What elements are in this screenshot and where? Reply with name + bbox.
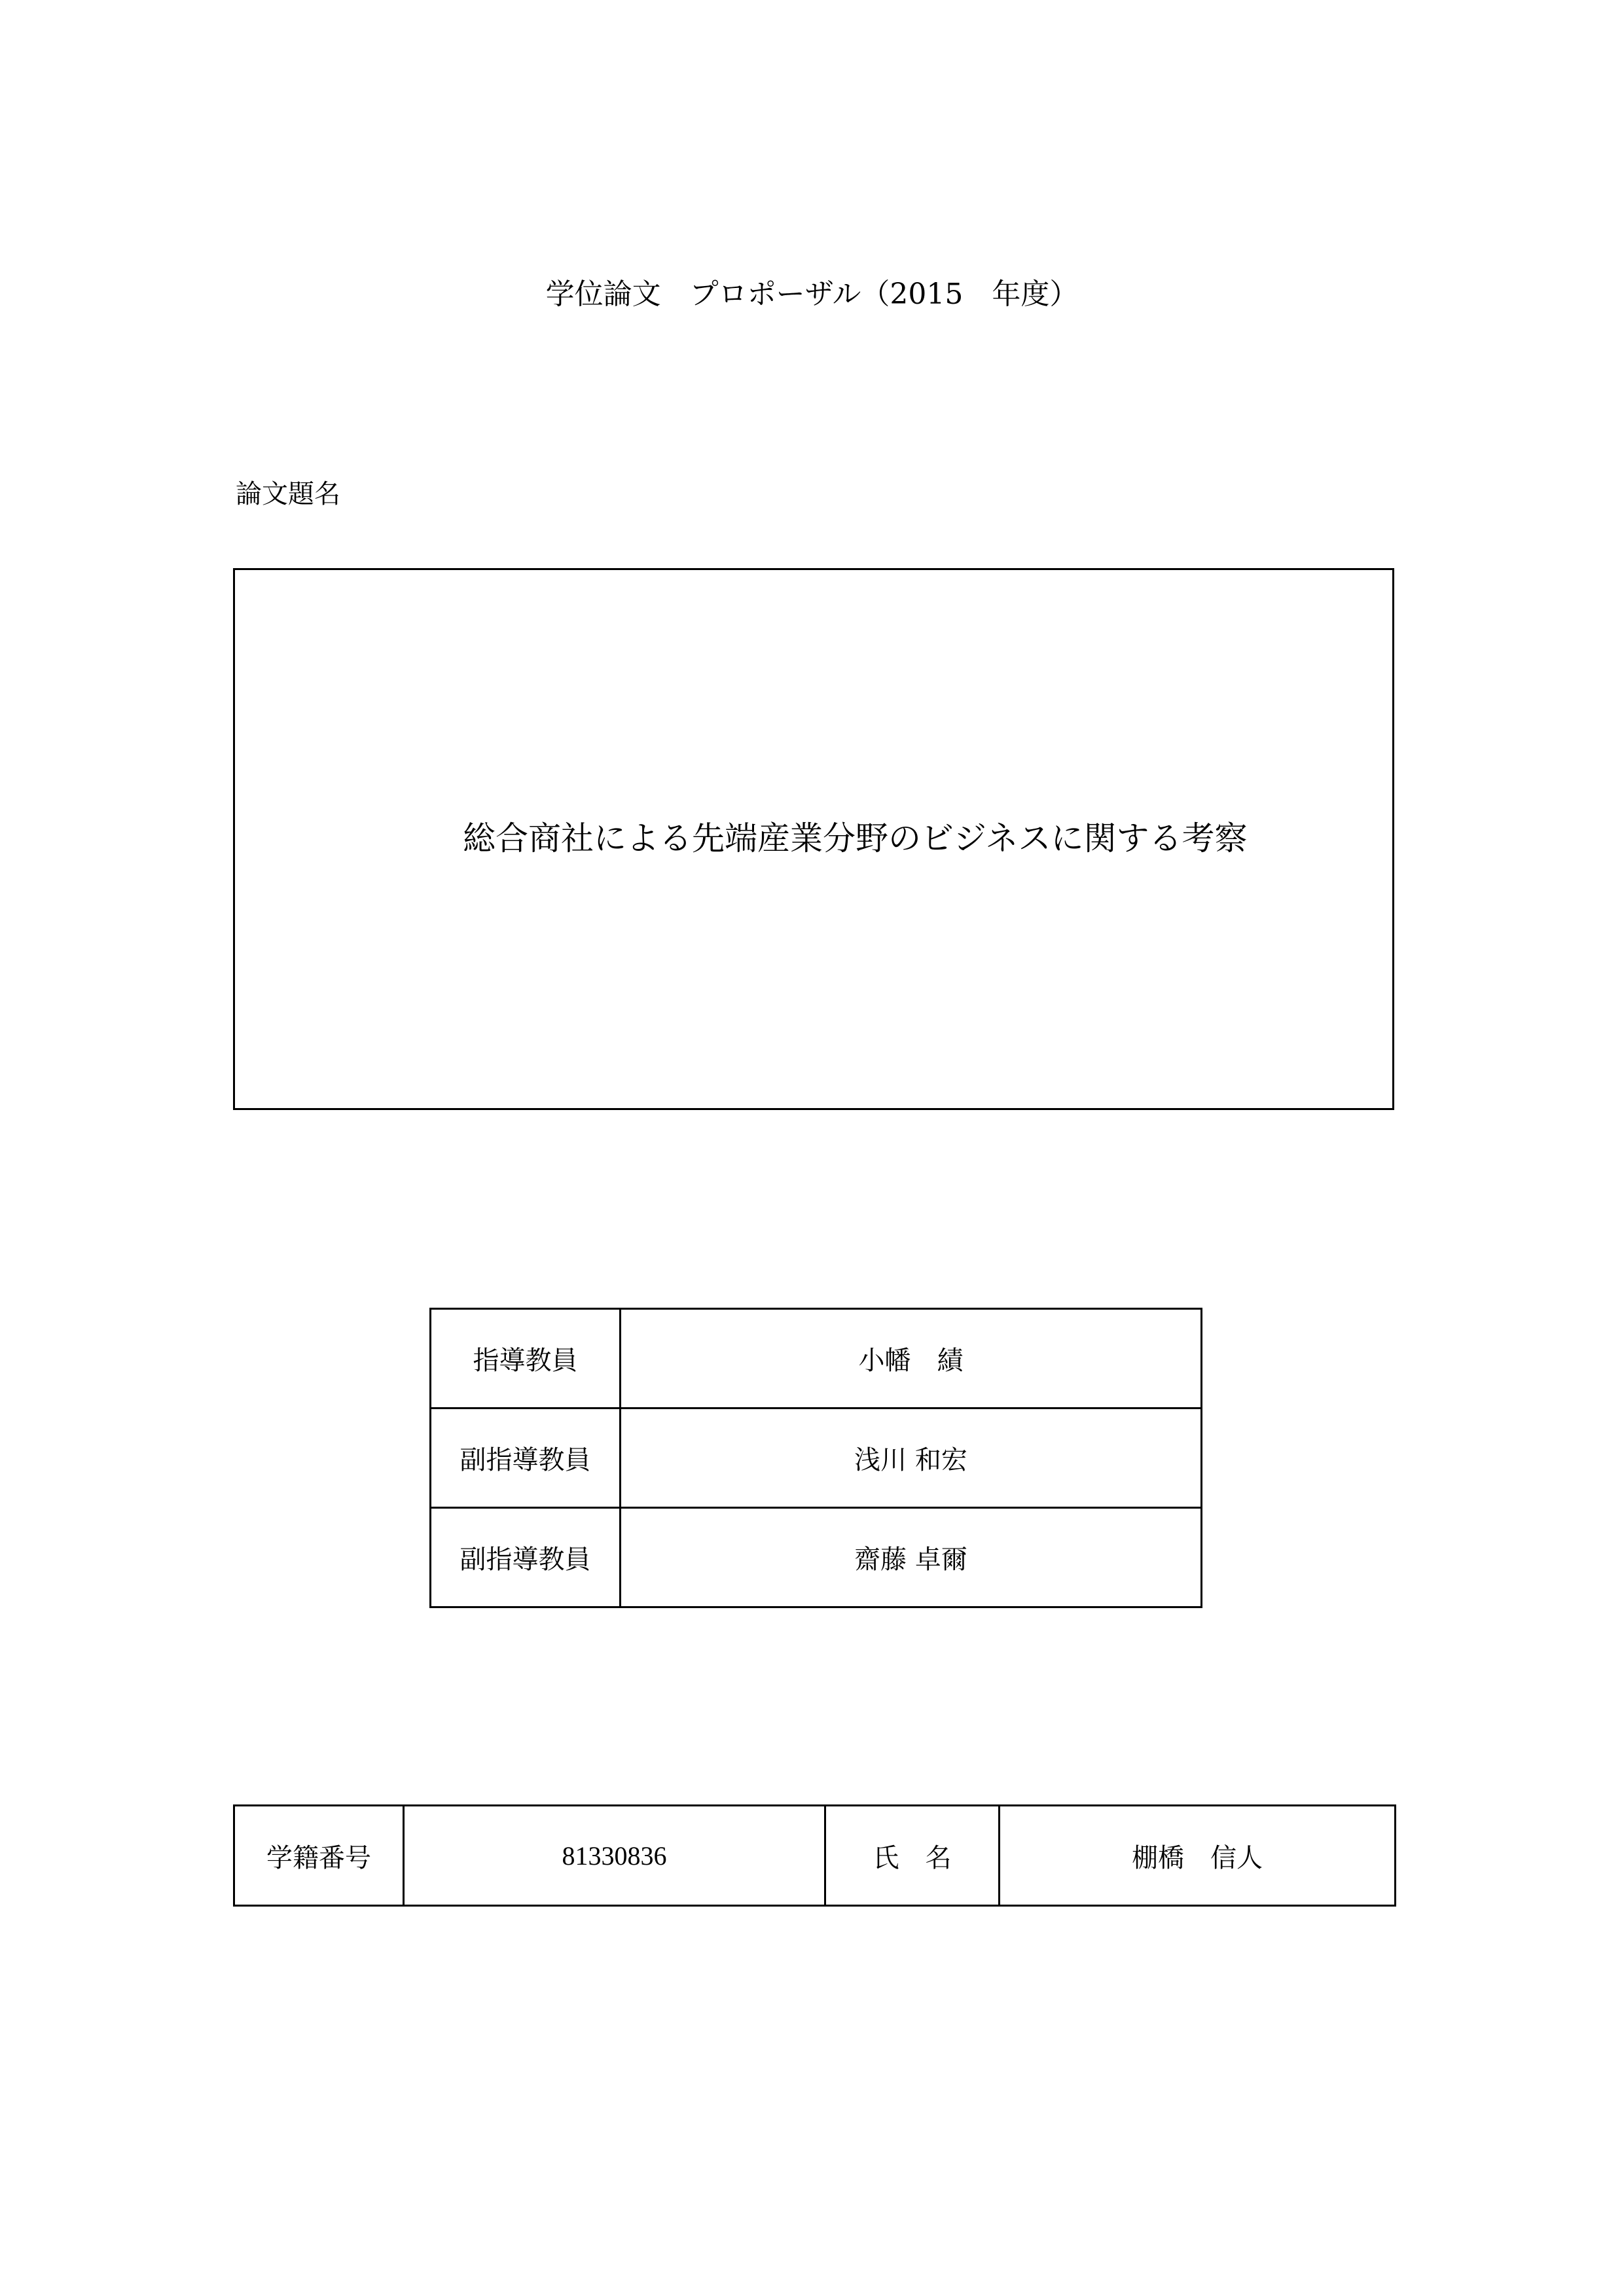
table-row [431,1508,1202,1607]
advisor-table [429,1308,1202,1608]
advisor-role: 指導教員 [431,1309,621,1408]
thesis-title-label: 論文題名 [236,479,340,509]
thesis-title-box [233,568,1394,1110]
student-id-value: 81330836 [404,1806,825,1906]
student-name-value: 棚橋 信人 [1000,1806,1396,1906]
advisor-name: 浅川 和宏 [621,1408,1202,1508]
thesis-title: 総合商社による先端産業分野のビジネスに関する考察 [463,819,1248,857]
advisor-role: 副指導教員 [431,1408,621,1508]
advisor-name: 小幡 績 [621,1309,1202,1408]
student-id-label: 学籍番号 [234,1806,404,1906]
advisor-name: 齋藤 卓爾 [621,1508,1202,1607]
page-title: 学位論文 プロポーザル（2015 年度） [545,278,1079,311]
advisor-role: 副指導教員 [431,1508,621,1607]
table-row [234,1806,1396,1906]
table-row [431,1408,1202,1508]
student-name-label: 氏 名 [825,1806,1000,1906]
student-info-table [233,1804,1396,1907]
table-row [431,1309,1202,1408]
